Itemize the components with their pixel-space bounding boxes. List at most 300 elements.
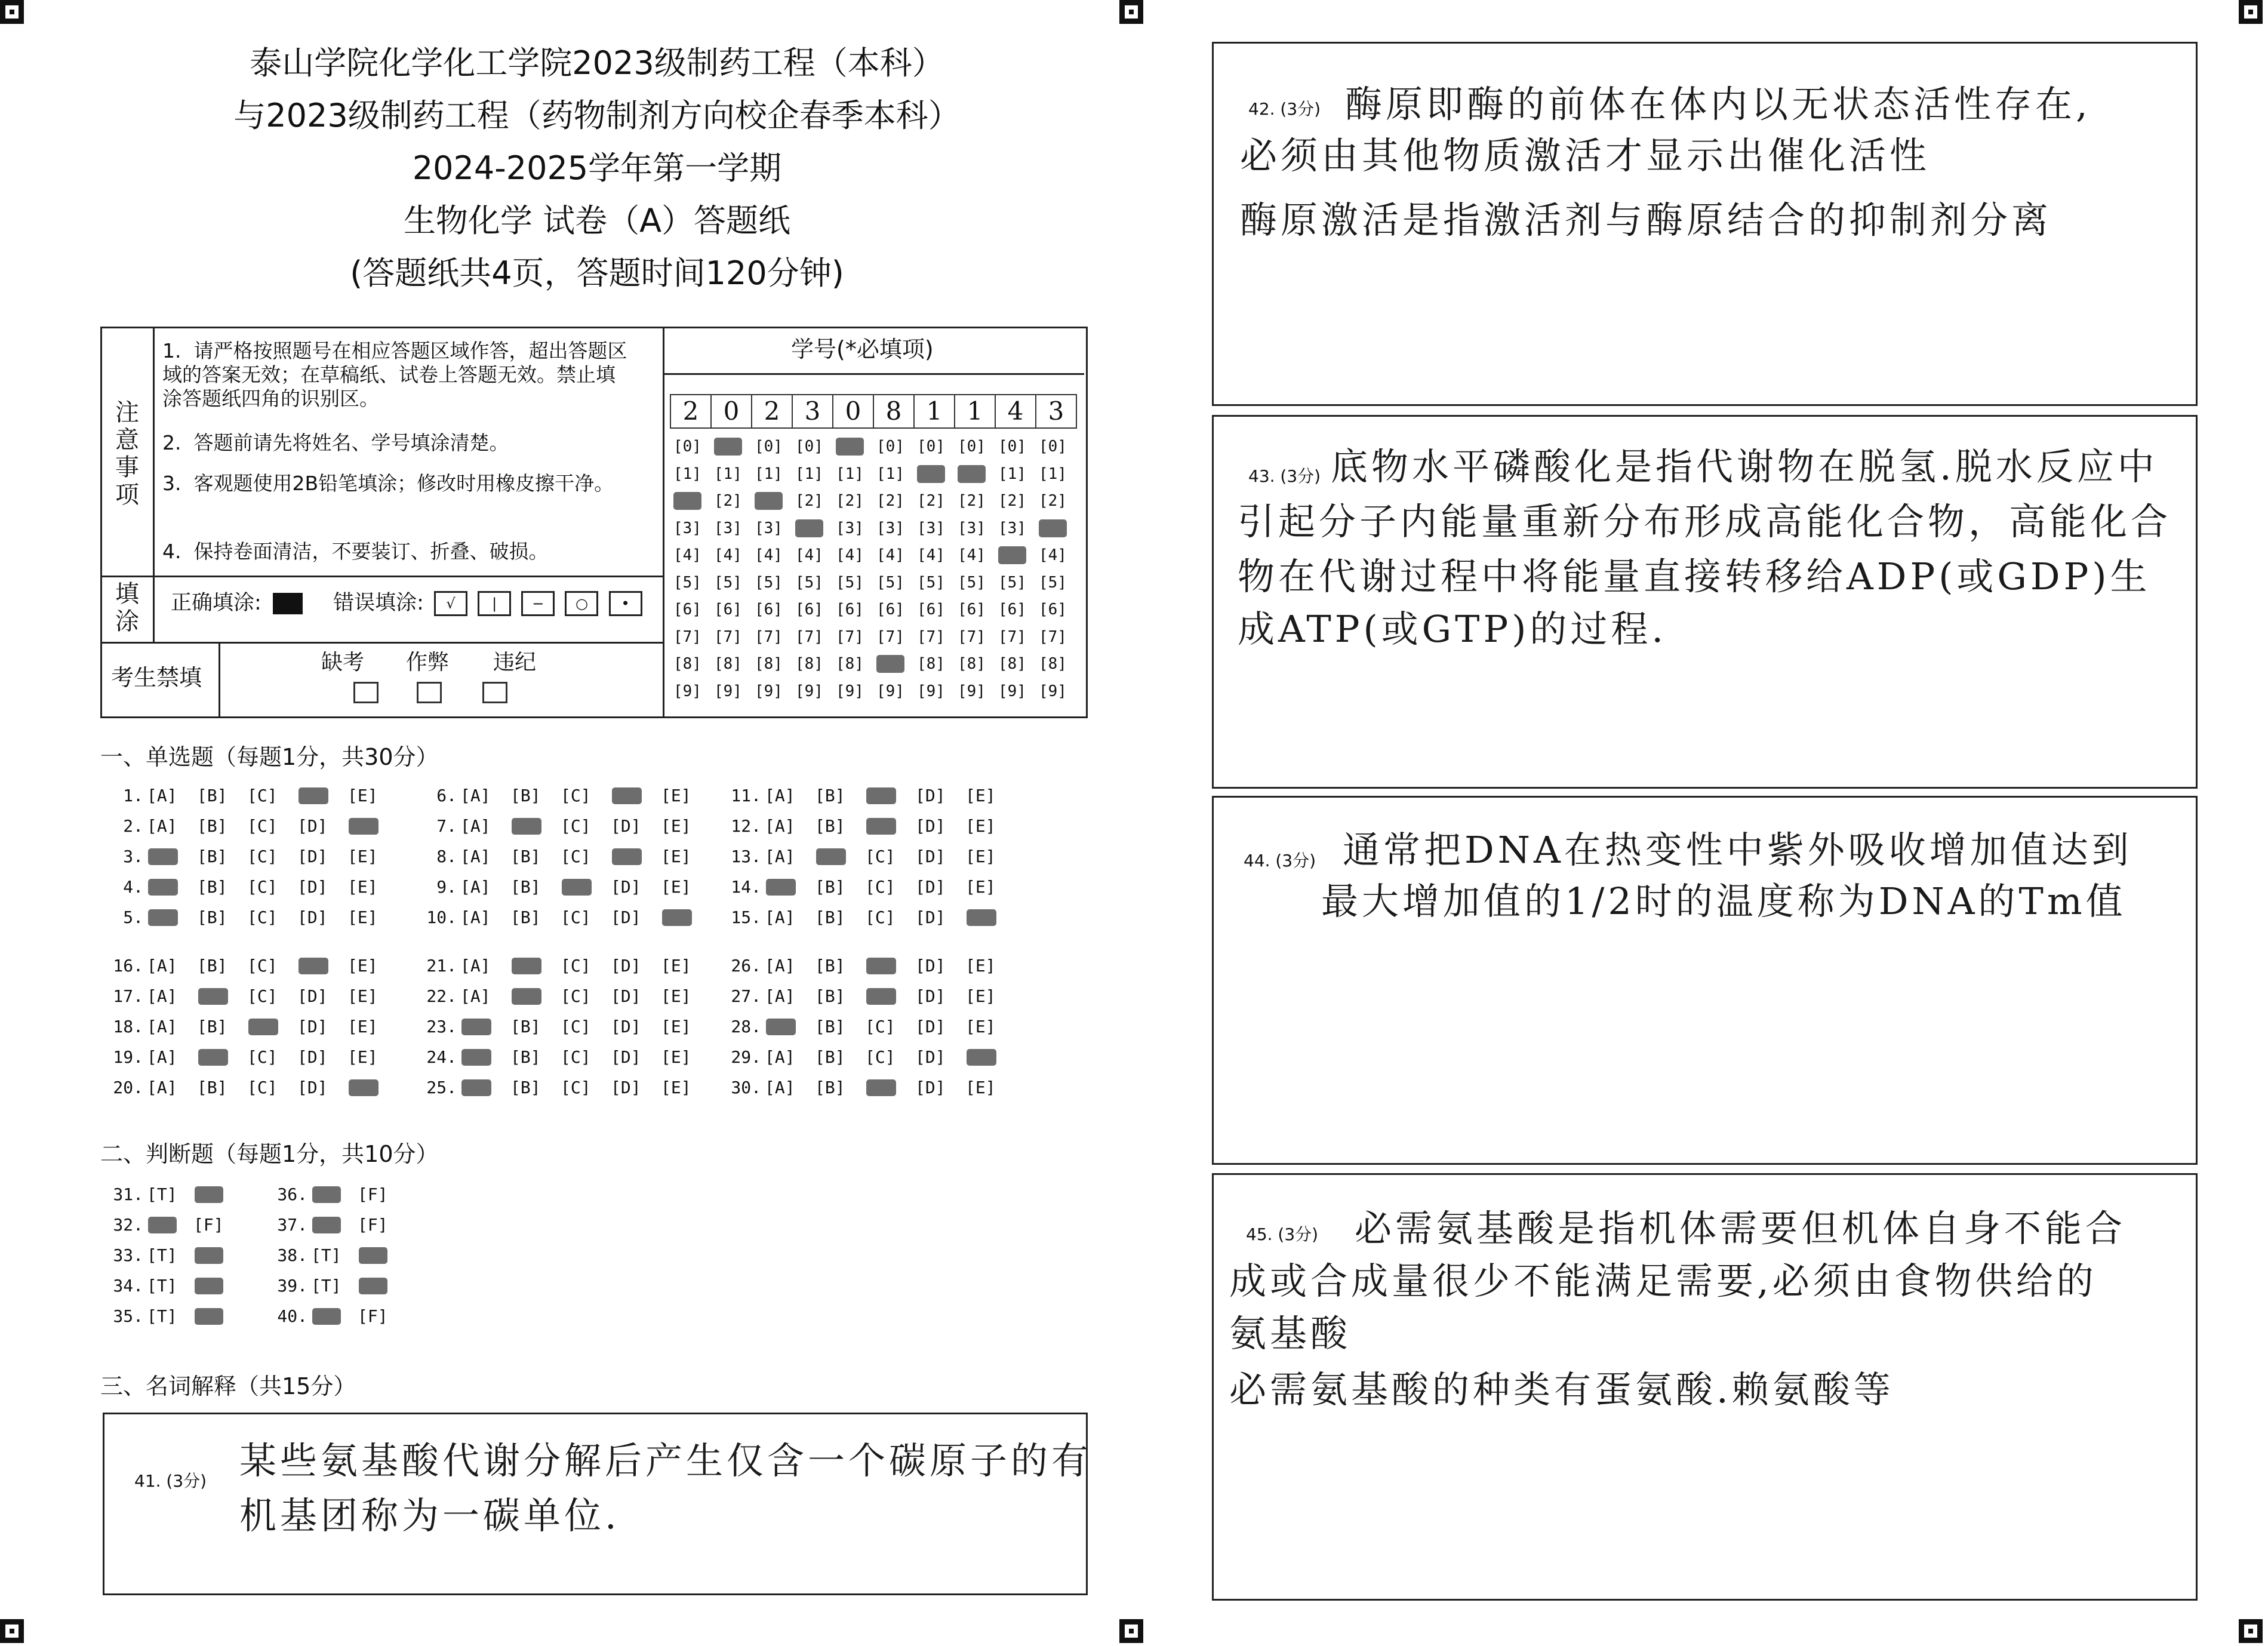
mcq-option-b[interactable]: [B] bbox=[197, 847, 227, 866]
student-id-bubble[interactable]: [1] bbox=[714, 464, 742, 483]
student-id-bubble[interactable]: [4] bbox=[917, 546, 945, 564]
mcq-number: 12. bbox=[731, 816, 761, 836]
mcq-option-c[interactable] bbox=[865, 956, 915, 976]
mcq-option-a[interactable]: [A] bbox=[460, 956, 491, 976]
student-id-bubble[interactable]: [1] bbox=[755, 464, 783, 483]
mcq-option-c[interactable]: [C] bbox=[561, 907, 591, 927]
mcq-option-c[interactable] bbox=[561, 877, 611, 897]
mcq-option-e[interactable]: [E] bbox=[661, 786, 691, 805]
student-id-bubble[interactable]: [5] bbox=[1039, 573, 1067, 592]
student-id-bubble[interactable]: [9] bbox=[917, 682, 945, 700]
mcq-question-29 bbox=[725, 1047, 1015, 1067]
student-id-bubble[interactable] bbox=[998, 546, 1026, 564]
mcq-option-e[interactable]: [E] bbox=[661, 1017, 691, 1036]
mcq-option-b[interactable]: [B] bbox=[815, 1047, 845, 1067]
mcq-option-c[interactable]: [C] bbox=[561, 786, 591, 805]
student-id-bubble[interactable]: [4] bbox=[673, 546, 701, 564]
student-id-bubble[interactable] bbox=[795, 519, 823, 537]
mcq-option-c[interactable]: [C] bbox=[865, 1017, 895, 1036]
mcq-option-c[interactable] bbox=[865, 1078, 915, 1097]
mcq-option-b[interactable] bbox=[815, 847, 865, 866]
student-id-bubble[interactable]: [6] bbox=[1039, 601, 1067, 619]
student-id-bubble[interactable]: [5] bbox=[755, 573, 783, 592]
student-id-bubble[interactable]: [5] bbox=[998, 573, 1026, 592]
student-id-bubble[interactable]: [9] bbox=[836, 682, 864, 700]
mcq-option-c[interactable] bbox=[865, 816, 915, 836]
student-id-bubble[interactable]: [1] bbox=[1039, 464, 1067, 483]
tf-option-f[interactable]: [F] bbox=[358, 1215, 388, 1235]
answer-box-45[interactable] bbox=[1212, 1173, 2198, 1601]
student-id-bubble[interactable]: [0] bbox=[958, 438, 986, 456]
student-id-bubble[interactable]: [0] bbox=[917, 438, 945, 456]
mcq-option-a[interactable]: [A] bbox=[460, 986, 491, 1006]
mcq-option-e[interactable]: [E] bbox=[661, 986, 691, 1006]
student-id-bubble[interactable]: [8] bbox=[755, 655, 783, 673]
mcq-option-c[interactable]: [C] bbox=[561, 1017, 591, 1036]
student-id-bubble[interactable]: [0] bbox=[1039, 438, 1067, 456]
mcq-option-d[interactable]: [D] bbox=[915, 816, 946, 836]
mcq-option-c[interactable]: [C] bbox=[561, 847, 591, 866]
student-id-bubble[interactable]: [0] bbox=[998, 438, 1026, 456]
mcq-option-b[interactable]: [B] bbox=[510, 847, 541, 866]
mcq-option-c[interactable] bbox=[865, 986, 915, 1006]
mcq-option-d[interactable]: [D] bbox=[611, 956, 641, 976]
mcq-option-e[interactable]: [E] bbox=[965, 877, 996, 897]
mcq-option-d[interactable]: [D] bbox=[297, 1078, 328, 1097]
tf-option-t[interactable]: [T] bbox=[311, 1245, 341, 1265]
mcq-option-e[interactable] bbox=[347, 1078, 398, 1097]
mcq-option-c[interactable]: [C] bbox=[865, 847, 895, 866]
mcq-option-c[interactable]: [C] bbox=[247, 956, 278, 976]
mcq-option-a[interactable] bbox=[147, 907, 197, 927]
mcq-option-d[interactable]: [D] bbox=[297, 847, 328, 866]
tf-option-t[interactable] bbox=[311, 1306, 358, 1326]
mcq-option-a[interactable]: [A] bbox=[765, 786, 795, 805]
tf-option-t[interactable] bbox=[311, 1184, 358, 1204]
student-id-bubble[interactable] bbox=[714, 438, 742, 456]
mcq-option-d[interactable] bbox=[611, 847, 661, 866]
mcq-option-a[interactable]: [A] bbox=[460, 816, 491, 836]
student-id-bubble[interactable]: [2] bbox=[836, 492, 864, 510]
mcq-option-b[interactable] bbox=[510, 956, 561, 976]
mcq-option-e[interactable]: [E] bbox=[965, 847, 996, 866]
notice-item-3: 3. 客观题使用2B铅笔填涂；修改时用橡皮擦干净。 bbox=[162, 472, 614, 495]
mcq-option-b[interactable]: [B] bbox=[197, 1078, 227, 1097]
student-id-bubble[interactable]: [5] bbox=[714, 573, 742, 592]
mcq-option-a[interactable]: [A] bbox=[765, 1047, 795, 1067]
student-id-bubble[interactable]: [3] bbox=[917, 519, 945, 537]
student-id-bubble[interactable]: [4] bbox=[795, 546, 823, 564]
tf-option-f[interactable]: [F] bbox=[358, 1306, 388, 1326]
mcq-question-8 bbox=[421, 847, 711, 866]
tf-question-33 bbox=[107, 1245, 240, 1265]
student-id-bubble[interactable]: [7] bbox=[958, 627, 986, 646]
student-id-bubble[interactable]: [6] bbox=[836, 601, 864, 619]
tf-option-f[interactable] bbox=[358, 1245, 404, 1265]
student-id-bubble[interactable] bbox=[958, 465, 986, 483]
student-id-bubble[interactable]: [2] bbox=[876, 492, 904, 510]
mcq-option-a[interactable]: [A] bbox=[460, 877, 491, 897]
mcq-option-e[interactable]: [E] bbox=[661, 956, 691, 976]
student-id-bubble[interactable]: [4] bbox=[1039, 546, 1067, 564]
student-id-bubble[interactable]: [8] bbox=[673, 655, 701, 673]
mcq-option-e[interactable]: [E] bbox=[965, 1078, 996, 1097]
student-id-bubble[interactable]: [9] bbox=[1039, 682, 1067, 700]
mcq-option-b[interactable] bbox=[510, 816, 561, 836]
mcq-option-b[interactable]: [B] bbox=[510, 1047, 541, 1067]
mcq-option-c[interactable]: [C] bbox=[865, 1047, 895, 1067]
student-id-bubble[interactable]: [5] bbox=[795, 573, 823, 592]
student-id-bubble[interactable]: [0] bbox=[795, 438, 823, 456]
mcq-option-b[interactable]: [B] bbox=[510, 1078, 541, 1097]
student-id-bubble[interactable]: [7] bbox=[876, 627, 904, 646]
mcq-option-e[interactable] bbox=[965, 907, 1015, 927]
student-id-bubble[interactable]: [1] bbox=[836, 464, 864, 483]
student-id-bubble[interactable]: [7] bbox=[998, 627, 1026, 646]
mcq-option-a[interactable]: [A] bbox=[765, 986, 795, 1006]
mcq-option-d[interactable]: [D] bbox=[297, 907, 328, 927]
mcq-option-d[interactable] bbox=[297, 956, 347, 976]
mcq-option-a[interactable]: [A] bbox=[147, 956, 177, 976]
mcq-option-b[interactable]: [B] bbox=[197, 907, 227, 927]
tf-option-t[interactable]: [T] bbox=[311, 1276, 341, 1296]
mcq-option-b[interactable]: [B] bbox=[197, 786, 227, 805]
mcq-option-d[interactable]: [D] bbox=[915, 877, 946, 897]
mcq-option-a[interactable] bbox=[765, 877, 815, 897]
cheat-checkbox[interactable] bbox=[417, 682, 442, 703]
corner-mark-top-left bbox=[0, 0, 24, 24]
student-id-bubble[interactable]: [2] bbox=[1039, 492, 1067, 510]
student-id-bubble[interactable]: [7] bbox=[1039, 627, 1067, 646]
student-id-bubble[interactable]: [0] bbox=[876, 438, 904, 456]
student-id-bubble[interactable]: [9] bbox=[755, 682, 783, 700]
mcq-option-e[interactable] bbox=[661, 907, 711, 927]
student-id-bubble[interactable]: [6] bbox=[958, 601, 986, 619]
mcq-option-d[interactable]: [D] bbox=[611, 816, 641, 836]
mcq-option-e[interactable]: [E] bbox=[347, 986, 378, 1006]
student-id-bubble[interactable]: [0] bbox=[755, 438, 783, 456]
student-id-bubble[interactable]: [5] bbox=[836, 573, 864, 592]
mcq-option-d[interactable]: [D] bbox=[611, 1017, 641, 1036]
student-id-bubble[interactable]: [7] bbox=[673, 627, 701, 646]
mcq-option-b[interactable] bbox=[197, 986, 247, 1006]
mcq-option-c[interactable]: [C] bbox=[561, 956, 591, 976]
mcq-option-d[interactable]: [D] bbox=[297, 1047, 328, 1067]
mcq-option-d[interactable] bbox=[297, 786, 347, 805]
mcq-option-c[interactable]: [C] bbox=[247, 877, 278, 897]
mcq-option-a[interactable]: [A] bbox=[147, 1017, 177, 1036]
student-id-bubble[interactable]: [3] bbox=[714, 519, 742, 537]
student-id-bubble[interactable]: [3] bbox=[836, 519, 864, 537]
mcq-option-a[interactable]: [A] bbox=[765, 816, 795, 836]
mcq-option-a[interactable]: [A] bbox=[147, 816, 177, 836]
mcq-option-d[interactable]: [D] bbox=[915, 956, 946, 976]
mcq-option-b[interactable]: [B] bbox=[197, 877, 227, 897]
mcq-option-c[interactable]: [C] bbox=[561, 986, 591, 1006]
fill-example-row bbox=[171, 591, 642, 616]
mcq-option-e[interactable]: [E] bbox=[661, 816, 691, 836]
student-id-bubble[interactable]: [6] bbox=[795, 601, 823, 619]
student-id-bubble[interactable]: [8] bbox=[795, 655, 823, 673]
tf-option-f[interactable]: [F] bbox=[193, 1215, 224, 1235]
student-id-bubble[interactable]: [1] bbox=[795, 464, 823, 483]
student-id-bubble[interactable] bbox=[1039, 519, 1067, 537]
student-id-bubble[interactable]: [4] bbox=[836, 546, 864, 564]
mcq-option-a[interactable]: [A] bbox=[147, 986, 177, 1006]
student-id-bubble[interactable] bbox=[836, 438, 864, 456]
mcq-option-a[interactable] bbox=[460, 1017, 510, 1036]
mcq-option-c[interactable] bbox=[247, 1017, 297, 1036]
mcq-option-b[interactable]: [B] bbox=[510, 877, 541, 897]
mcq-option-e[interactable]: [E] bbox=[965, 986, 996, 1006]
mcq-option-b[interactable]: [B] bbox=[510, 907, 541, 927]
answer-box-42[interactable] bbox=[1212, 42, 2198, 406]
answer-box-43[interactable] bbox=[1212, 415, 2198, 789]
tf-option-f[interactable] bbox=[193, 1276, 240, 1296]
student-id-bubble[interactable]: [4] bbox=[958, 546, 986, 564]
student-id-bubble[interactable]: [5] bbox=[917, 573, 945, 592]
student-id-bubble[interactable]: [7] bbox=[795, 627, 823, 646]
mcq-option-d[interactable]: [D] bbox=[915, 1047, 946, 1067]
mcq-option-a[interactable]: [A] bbox=[765, 847, 795, 866]
mcq-question-7 bbox=[421, 816, 711, 836]
mcq-option-d[interactable]: [D] bbox=[915, 1078, 946, 1097]
student-id-bubble[interactable]: [9] bbox=[958, 682, 986, 700]
mcq-option-d[interactable]: [D] bbox=[611, 1078, 641, 1097]
mcq-option-b[interactable] bbox=[510, 986, 561, 1006]
student-id-bubble[interactable]: [4] bbox=[876, 546, 904, 564]
mcq-option-b[interactable] bbox=[197, 1047, 247, 1067]
mcq-option-b[interactable]: [B] bbox=[510, 786, 541, 805]
mcq-option-d[interactable]: [D] bbox=[297, 986, 328, 1006]
tf-option-t[interactable] bbox=[311, 1215, 358, 1235]
student-id-bubble[interactable]: [7] bbox=[714, 627, 742, 646]
mcq-option-d[interactable]: [D] bbox=[297, 877, 328, 897]
student-id-bubble[interactable]: [3] bbox=[755, 519, 783, 537]
absent-checkbox[interactable] bbox=[353, 682, 378, 703]
mcq-option-b[interactable]: [B] bbox=[815, 877, 845, 897]
mcq-option-a[interactable]: [A] bbox=[460, 847, 491, 866]
student-id-bubble[interactable]: [1] bbox=[673, 464, 701, 483]
tf-option-t[interactable]: [T] bbox=[147, 1245, 177, 1265]
mcq-option-a[interactable] bbox=[147, 877, 197, 897]
student-id-bubble[interactable]: [8] bbox=[998, 655, 1026, 673]
mcq-option-c[interactable]: [C] bbox=[247, 1047, 278, 1067]
student-id-bubble[interactable]: [6] bbox=[998, 601, 1026, 619]
mcq-option-a[interactable]: [A] bbox=[460, 907, 491, 927]
student-id-bubble[interactable]: [8] bbox=[1039, 655, 1067, 673]
mcq-option-a[interactable]: [A] bbox=[147, 1078, 177, 1097]
student-id-bubble[interactable]: [2] bbox=[998, 492, 1026, 510]
violation-checkbox[interactable] bbox=[482, 682, 507, 703]
tf-option-f[interactable] bbox=[193, 1245, 240, 1265]
mcq-option-a[interactable]: [A] bbox=[460, 786, 491, 805]
student-id-bubble[interactable] bbox=[755, 492, 783, 510]
student-id-bubble[interactable] bbox=[673, 492, 701, 510]
mcq-option-d[interactable]: [D] bbox=[915, 847, 946, 866]
tf-option-f[interactable] bbox=[193, 1184, 240, 1204]
mcq-option-a[interactable]: [A] bbox=[147, 786, 177, 805]
student-id-bubble[interactable]: [4] bbox=[755, 546, 783, 564]
mcq-option-c[interactable] bbox=[865, 786, 915, 805]
student-id-bubble[interactable]: [9] bbox=[876, 682, 904, 700]
student-id-bubble[interactable]: [5] bbox=[876, 573, 904, 592]
student-id-bubble[interactable]: [3] bbox=[958, 519, 986, 537]
mcq-option-b[interactable]: [B] bbox=[197, 1017, 227, 1036]
tf-option-f[interactable] bbox=[193, 1306, 240, 1326]
mcq-option-d[interactable] bbox=[611, 786, 661, 805]
student-id-bubble[interactable]: [8] bbox=[836, 655, 864, 673]
mcq-option-a[interactable]: [A] bbox=[765, 956, 795, 976]
student-id-bubble[interactable]: [2] bbox=[917, 492, 945, 510]
student-id-bubble[interactable]: [7] bbox=[755, 627, 783, 646]
mcq-option-d[interactable]: [D] bbox=[611, 907, 641, 927]
tf-question-36 bbox=[272, 1184, 404, 1204]
mcq-option-e[interactable]: [E] bbox=[347, 956, 378, 976]
mcq-option-c[interactable]: [C] bbox=[247, 786, 278, 805]
student-id-bubble[interactable]: [8] bbox=[958, 655, 986, 673]
mcq-question-11 bbox=[725, 786, 1015, 805]
mcq-option-e[interactable]: [E] bbox=[347, 907, 378, 927]
mcq-option-e[interactable]: [E] bbox=[661, 1047, 691, 1067]
mcq-option-a[interactable] bbox=[460, 1047, 510, 1067]
mcq-option-b[interactable]: [B] bbox=[815, 956, 845, 976]
student-id-bubble[interactable]: [2] bbox=[795, 492, 823, 510]
mcq-question-30 bbox=[725, 1078, 1015, 1097]
student-id-bubble[interactable] bbox=[917, 465, 945, 483]
student-id-bubble[interactable]: [8] bbox=[917, 655, 945, 673]
student-id-bubble[interactable]: [4] bbox=[714, 546, 742, 564]
tf-option-t[interactable] bbox=[147, 1215, 193, 1235]
tf-question-31 bbox=[107, 1184, 240, 1204]
mcq-option-a[interactable]: [A] bbox=[147, 1047, 177, 1067]
student-id-bubble[interactable]: [9] bbox=[714, 682, 742, 700]
mcq-option-e[interactable]: [E] bbox=[347, 877, 378, 897]
mcq-option-a[interactable] bbox=[147, 847, 197, 866]
student-id-bubble[interactable]: [9] bbox=[673, 682, 701, 700]
mcq-option-d[interactable]: [D] bbox=[915, 1017, 946, 1036]
student-id-bubble[interactable]: [1] bbox=[876, 464, 904, 483]
mcq-option-c[interactable]: [C] bbox=[247, 847, 278, 866]
tf-option-f[interactable]: [F] bbox=[358, 1184, 388, 1204]
mcq-question-22 bbox=[421, 986, 711, 1006]
mcq-option-e[interactable]: [E] bbox=[347, 1017, 378, 1036]
student-id-bubble[interactable]: [9] bbox=[998, 682, 1026, 700]
mcq-option-d[interactable]: [D] bbox=[297, 816, 328, 836]
q42-label: 42. (3分) bbox=[1248, 99, 1321, 119]
mcq-option-e[interactable]: [E] bbox=[965, 956, 996, 976]
mcq-option-d[interactable]: [D] bbox=[915, 907, 946, 927]
answer-box-41[interactable] bbox=[103, 1413, 1093, 1595]
mcq-option-e[interactable]: [E] bbox=[347, 847, 378, 866]
student-id-bubble[interactable]: [3] bbox=[673, 519, 701, 537]
tf-option-f[interactable] bbox=[358, 1276, 404, 1296]
student-id-bubble[interactable]: [0] bbox=[673, 438, 701, 456]
student-id-bubble[interactable]: [2] bbox=[714, 492, 742, 510]
mcq-option-a[interactable] bbox=[460, 1078, 510, 1097]
student-id-bubble[interactable]: [7] bbox=[836, 627, 864, 646]
student-id-bubble[interactable]: [3] bbox=[998, 519, 1026, 537]
mcq-option-e[interactable]: [E] bbox=[347, 1047, 378, 1067]
mcq-option-b[interactable]: [B] bbox=[197, 956, 227, 976]
q42-line-1: 酶原即酶的前体在体内以无状态活性存在, bbox=[1345, 82, 2091, 126]
student-id-bubble[interactable]: [6] bbox=[714, 601, 742, 619]
exam-title bbox=[101, 37, 1093, 300]
mcq-option-b[interactable]: [B] bbox=[197, 816, 227, 836]
tf-option-t[interactable]: [T] bbox=[147, 1306, 177, 1326]
student-id-bubble[interactable]: [3] bbox=[876, 519, 904, 537]
mcq-option-c[interactable]: [C] bbox=[865, 877, 895, 897]
student-id-bubble[interactable] bbox=[876, 655, 904, 673]
mcq-option-b[interactable]: [B] bbox=[815, 786, 845, 805]
student-id-bubble[interactable]: [1] bbox=[998, 464, 1026, 483]
mcq-option-e[interactable]: [E] bbox=[661, 877, 691, 897]
student-id-digit-cell: 1 bbox=[913, 394, 955, 429]
student-id-bubble[interactable]: [7] bbox=[917, 627, 945, 646]
mcq-option-b[interactable]: [B] bbox=[815, 1078, 845, 1097]
mcq-option-c[interactable]: [C] bbox=[561, 816, 591, 836]
mcq-option-a[interactable] bbox=[765, 1017, 815, 1036]
mcq-option-e[interactable]: [E] bbox=[965, 816, 996, 836]
mcq-option-a[interactable]: [A] bbox=[765, 907, 795, 927]
mcq-option-b[interactable]: [B] bbox=[815, 986, 845, 1006]
mcq-option-c[interactable]: [C] bbox=[561, 1078, 591, 1097]
student-id-bubble[interactable]: [6] bbox=[876, 601, 904, 619]
mcq-option-e[interactable]: [E] bbox=[965, 786, 996, 805]
mcq-option-e[interactable]: [E] bbox=[661, 1078, 691, 1097]
mcq-number: 18. bbox=[113, 1017, 143, 1036]
mcq-option-d[interactable]: [D] bbox=[915, 986, 946, 1006]
mcq-option-d[interactable]: [D] bbox=[611, 877, 641, 897]
mcq-option-b[interactable]: [B] bbox=[510, 1017, 541, 1036]
mcq-option-d[interactable]: [D] bbox=[611, 1047, 641, 1067]
mcq-option-d[interactable]: [D] bbox=[297, 1017, 328, 1036]
student-id-bubble[interactable]: [9] bbox=[795, 682, 823, 700]
notice-item-4: 4. 保持卷面清洁，不要装订、折叠、破损。 bbox=[162, 540, 549, 563]
student-id-bubble[interactable]: [6] bbox=[917, 601, 945, 619]
mcq-option-c[interactable]: [C] bbox=[247, 907, 278, 927]
mcq-option-c[interactable]: [C] bbox=[561, 1047, 591, 1067]
student-id-bubble[interactable]: [5] bbox=[673, 573, 701, 592]
student-id-bubble[interactable]: [6] bbox=[673, 601, 701, 619]
mcq-option-c[interactable]: [C] bbox=[247, 986, 278, 1006]
mcq-option-c[interactable]: [C] bbox=[865, 907, 895, 927]
mcq-option-e[interactable]: [E] bbox=[347, 786, 378, 805]
mcq-option-a[interactable]: [A] bbox=[765, 1078, 795, 1097]
tf-question-35 bbox=[107, 1306, 240, 1326]
student-id-bubble[interactable]: [6] bbox=[755, 601, 783, 619]
mcq-option-b[interactable]: [B] bbox=[815, 1017, 845, 1036]
answer-box-44[interactable] bbox=[1212, 796, 2198, 1165]
mcq-option-d[interactable]: [D] bbox=[611, 986, 641, 1006]
mcq-option-e[interactable] bbox=[347, 816, 398, 836]
mcq-option-e[interactable] bbox=[965, 1047, 1015, 1067]
mcq-option-b[interactable]: [B] bbox=[815, 907, 845, 927]
student-id-bubble[interactable]: [5] bbox=[958, 573, 986, 592]
tf-option-t[interactable]: [T] bbox=[147, 1184, 177, 1204]
student-id-bubble[interactable]: [2] bbox=[958, 492, 986, 510]
mcq-option-c[interactable]: [C] bbox=[247, 816, 278, 836]
mcq-option-d[interactable]: [D] bbox=[915, 786, 946, 805]
mcq-number: 25. bbox=[426, 1078, 457, 1097]
mcq-option-b[interactable]: [B] bbox=[815, 816, 845, 836]
student-id-bubble[interactable]: [8] bbox=[714, 655, 742, 673]
title-line-1: 泰山学院化学化工学院2023级制药工程（本科） bbox=[250, 44, 944, 82]
tf-option-t[interactable]: [T] bbox=[147, 1276, 177, 1296]
mcq-option-c[interactable]: [C] bbox=[247, 1078, 278, 1097]
mcq-option-e[interactable]: [E] bbox=[965, 1017, 996, 1036]
mcq-option-e[interactable]: [E] bbox=[661, 847, 691, 866]
